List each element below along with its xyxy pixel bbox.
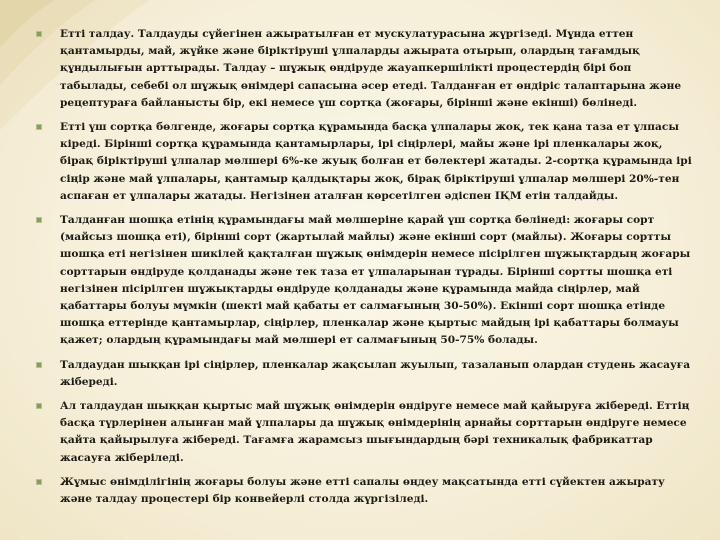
list-item [36,474,696,508]
list-item [36,119,696,205]
bullet-list [36,26,696,515]
bullet-icon [36,362,42,368]
bullet-text: Ал талдаудан шыққан қыртыс май шұжық өнімдерін өндіруге немесе май қайыруға жібереді. Еттің басқа түрлерінен алынған май ұлпалары да шұжық өнімдерінің арнайы сорттарын өндіруге немесе қайта қайырылуға жібереді. Тағамға жарамсыз шығындардың бәрі техникалық фабрикаттар жасауға жіберіледі. [60,400,690,464]
list-item [36,26,696,112]
bullet-text: Етті талдау. Талдауды сүйегінен ажыратылған ет мускулатурасына жүргізеді. Мұнда еттен қантамырды, май, жүйке және біріктіруші ұлпаларды ажырата отырып, олардың тағамдық құндылығын арттырады. Талдау – шұжық өндіруде жауапкершілікті процестердің бірі боп табылады, себебі ол шұжық өнімдері сапасына әсер етеді. Талданған ет өндіріс талаптарына және рецептураға байланысты бір, екі немесе үш сортқа (жоғары, бірінші және екінші) бөлінеді. [60,28,682,109]
bullet-icon [36,403,42,409]
bullet-text: Талдаудан шыққан ірі сіңірлер, пленкалар жақсылап жуылып, тазаланып олардан студень жасауға жібереді. [60,358,691,388]
bullet-text: Етті үш сортқа бөлгенде, жоғары сортқа құрамында басқа ұлпалары жоқ, тек қана таза ет ұлпасы кіреді. Бірінші сортқа құрамында қантамырлары, ірі сіңірлері, майы және ірі пленкалары жоқ, бірақ біріктіруші ұлпалар мөлшері 6%-ке жуық болған ет бөлектері жатады. 2-сортқа құрамында ірі сіңір және май ұлпалары, қантамыр қалдықтары жоқ, бірақ біріктіруші ұлпалар мөлшері 20%-тен аспаған ет ұлпалары жатады. Негізінен аталған көрсетілген әдіспен ІҚМ етін талдайды. [60,121,692,202]
bullet-icon [36,217,42,223]
bullet-icon [36,124,42,130]
list-item [36,357,696,391]
bullet-text: Жұмыс өнімділігінің жоғары болуы және етті сапалы өңдеу мақсатында етті сүйектен ажырату және талдау процестері бір конвейерлі столда жүргізіледі. [60,475,665,506]
list-item [36,212,696,350]
bullet-text: Талданған шошқа етінің құрамындағы май мөлшеріне қарай үш сортқа бөлінеді: жоғары сорт (майсыз шошқа еті), бірінші сорт (жартылай майлы) және екінші сорт (майлы). Жоғары сортты шошқа еті негізінен шикілей қақталған шұжық өнімдерін немесе пісірілген шұжықтардың жоғары сорттарын өндіруде қолданады және тек таза ет ұлпаларынан тұрады. Бірінші сортты шошқа еті негізінен пісірілген шұжықтарды өндіруде қолданады және құрамында майда сіңірлер, май қабаттары болуы мүмкін (шекті май қабаты ет салмағының 30-50%). Екінші сорт шошқа етінде шошқа еттерінде қантамырлар, сіңірлер, пленкалар және қыртыс майдың ірі қабаттары болмауы қажет; олардың құрамындағы май мөлшері ет салмағының 50-75% болады. [60,214,691,347]
bullet-icon [36,31,42,37]
bullet-icon [36,479,42,485]
list-item [36,398,696,467]
